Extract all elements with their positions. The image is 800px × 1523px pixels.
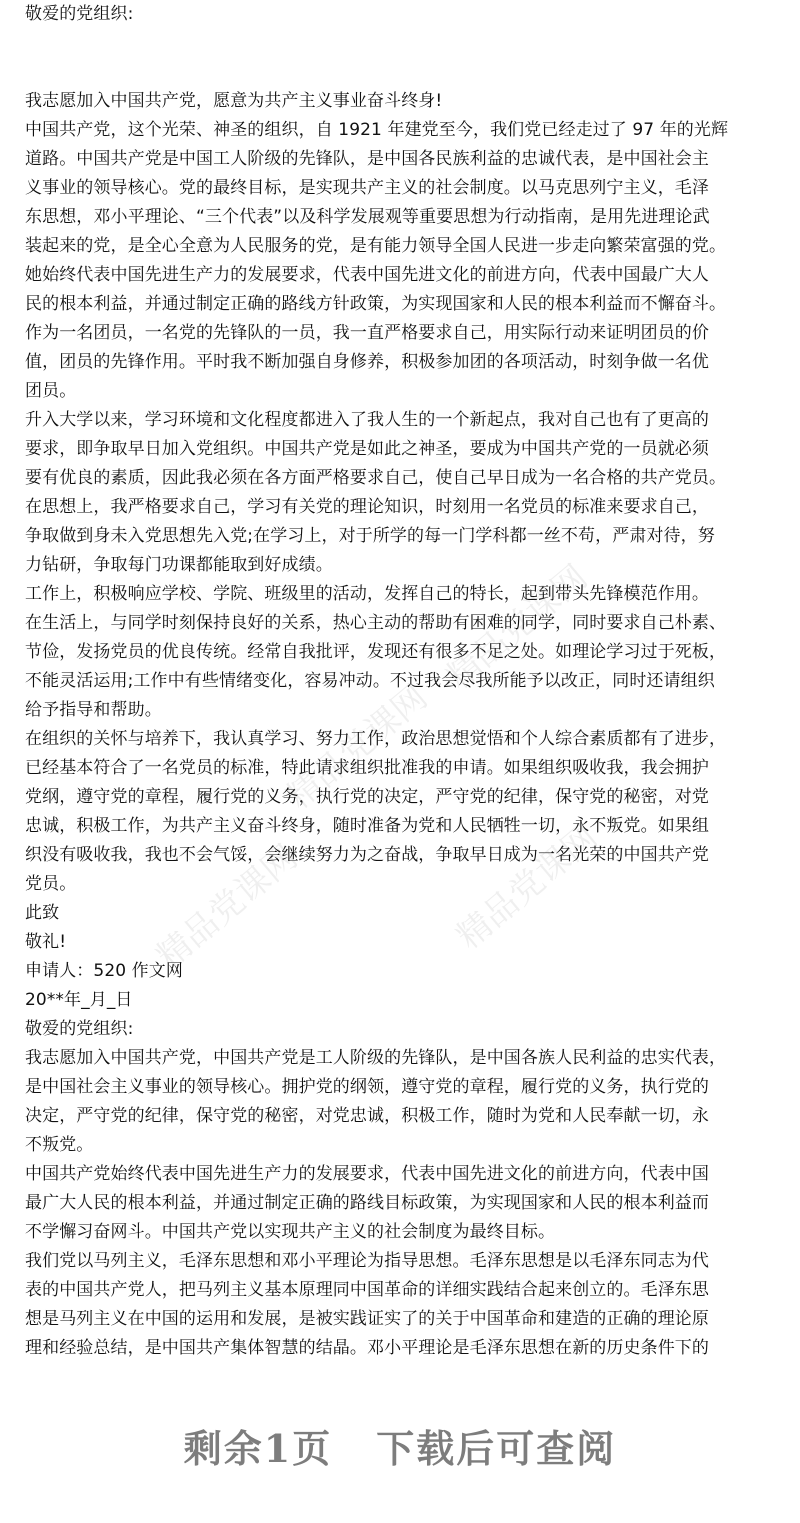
letter-1-line: 此致 <box>25 903 60 923</box>
letter-1-line: 升入大学以来，学习环境和文化程度都进入了我人生的一个新起点，我对自己也有了更高的 <box>25 410 709 430</box>
letter-1 <box>25 87 780 1015</box>
letter-1-line: 在生活上，与同学时刻保持良好的关系，热心主动的帮助有困难的同学，同时要求自己朴素、 <box>25 613 727 633</box>
letter-1-line: 不能灵活运用;工作中有些情绪变化，容易冲动。不过我会尽我所能予以改正，同时还请组织 <box>25 671 715 691</box>
letter-2-line: 我志愿加入中国共产党，中国共产党是工人阶级的先锋队，是中国各族人民利益的忠实代表， <box>25 1048 727 1068</box>
letter-1-line: 节俭，发扬党员的优良传统。经常自我批评，发现还有很多不足之处。如理论学习过于死板， <box>25 642 727 662</box>
letter-1-line: 民的根本利益，并通过制定正确的路线方针政策，为实现国家和人民的根本利益而不懈奋斗。 <box>25 294 727 314</box>
letter-1-line: 值，团员的先锋作用。平时我不断加强自身修养，积极参加团的各项活动，时刻争做一名优 <box>25 352 709 372</box>
document-body <box>25 0 780 1363</box>
salutation-2: 敬爱的党组织: <box>25 1019 134 1039</box>
letter-1-line: 在思想上，我严格要求自己，学习有关党的理论知识，时刻用一名党员的标准来要求自己， <box>25 497 709 517</box>
letter-1-line: 申请人：520 作文网 <box>25 961 183 981</box>
letter-2 <box>25 1044 780 1363</box>
letter-1-line: 织没有吸收我，我也不会气馁，会继续努力为之奋战，争取早日成为一名光荣的中国共产党 <box>25 845 709 865</box>
letter-1-line: 作为一名团员，一名党的先锋队的一员，我一直严格要求自己，用实际行动来证明团员的价 <box>25 323 709 343</box>
letter-2-line: 理和经验总结，是中国共产集体智慧的结晶。邓小平理论是毛泽东思想在新的历史条件下的 <box>25 1338 709 1358</box>
letter-1-line: 力钻研，争取每门功课都能取到好成绩。 <box>25 555 333 575</box>
letter-1-line: 给予指导和帮助。 <box>25 700 162 720</box>
letter-2-line: 最广大人民的根本利益，并通过制定正确的路线目标政策，为实现国家和人民的根本利益而 <box>25 1193 709 1213</box>
letter-1-line: 党纲，遵守党的章程，履行党的义务，执行党的决定，严守党的纪律，保守党的秘密，对党 <box>25 787 709 807</box>
letter-1-line: 已经基本符合了一名党员的标准，特此请求组织批准我的申请。如果组织吸收我，我会拥护 <box>25 758 709 778</box>
letter-1-line: 忠诚，积极工作，为共产主义奋斗终身，随时准备为党和人民牺牲一切，永不叛党。如果组 <box>25 816 709 836</box>
letter-1-line: 义事业的领导核心。党的最终目标，是实现共产主义的社会制度。以马克思列宁主义，毛泽 <box>25 178 709 198</box>
letter-1-line: 中国共产党，这个光荣、神圣的组织，自 1921 年建党至今，我们党已经走过了 97 年的光辉 <box>25 120 729 140</box>
letter-1-line: 敬礼! <box>25 932 67 952</box>
letter-2-line: 中国共产党始终代表中国先进生产力的发展要求，代表中国先进文化的前进方向，代表中国 <box>25 1164 709 1184</box>
letter-2-line: 决定，严守党的纪律，保守党的秘密，对党忠诚，积极工作，随时为党和人民奉献一切，永 <box>25 1106 709 1126</box>
letter-1-line: 要求，即争取早日加入党组织。中国共产党是如此之神圣，要成为中国共产党的一员就必须 <box>25 439 709 459</box>
letter-1-line: 在组织的关怀与培养下，我认真学习、努力工作，政治思想觉悟和个人综合素质都有了进步， <box>25 729 727 749</box>
letter-2-line: 表的中国共产党人，把马列主义基本原理同中国革命的详细实践结合起来创立的。毛泽东思 <box>25 1280 709 1300</box>
letter-1-line: 要有优良的素质，因此我必须在各方面严格要求自己，使自己早日成为一名合格的共产党员。 <box>25 468 727 488</box>
watermark-text: 精品党课网 <box>439 557 596 698</box>
blank-gap <box>25 29 780 87</box>
letter-2-line: 是中国社会主义事业的领导核心。拥护党的纲领，遵守党的章程，履行党的义务，执行党的 <box>25 1077 709 1097</box>
remaining-pages-label: 剩余1页 <box>183 1426 333 1471</box>
download-to-view-label: 下载后可查阅 <box>376 1426 617 1471</box>
watermark-text: 精品党课网 <box>149 837 306 978</box>
letter-1-line: 东思想，邓小平理论、“三个代表”以及科学发展观等重要思想为行动指南，是用先进理论武 <box>25 207 710 227</box>
letter-1-line: 工作上，积极响应学校、学院、班级里的活动，发挥自己的特长，起到带头先锋模范作用。 <box>25 584 709 604</box>
letter-1-line: 她始终代表中国先进生产力的发展要求，代表中国先进文化的前进方向，代表中国最广大人 <box>25 265 709 285</box>
letter-2-line: 不学懈习奋网斗。中国共产党以实现共产主义的社会制度为最终目标。 <box>25 1222 556 1242</box>
watermark-text: 精品党课网 <box>279 677 436 818</box>
letter-1-line: 党员。 <box>25 874 77 894</box>
download-prompt[interactable] <box>0 1410 800 1480</box>
letter-2-line: 想是马列主义在中国的运用和发展，是被实践证实了的关于中国革命和建造的正确的理论原 <box>25 1309 709 1329</box>
letter-1-line: 20**年_月_日 <box>25 990 133 1010</box>
letter-1-line: 我志愿加入中国共产党，愿意为共产主义事业奋斗终身! <box>25 91 443 111</box>
letter-2-line: 我们党以马列主义，毛泽东思想和邓小平理论为指导思想。毛泽东思想是以毛泽东同志为代 <box>25 1251 709 1271</box>
download-prompt-text[interactable] <box>184 1418 616 1473</box>
letter-1-line: 道路。中国共产党是中国工人阶级的先锋队，是中国各民族利益的忠诚代表，是中国社会主 <box>25 149 709 169</box>
salutation-1: 敬爱的党组织: <box>25 4 134 24</box>
letter-1-line: 团员。 <box>25 381 77 401</box>
letter-1-line: 装起来的党，是全心全意为人民服务的党，是有能力领导全国人民进一步走向繁荣富强的党。 <box>25 236 727 256</box>
watermark-text: 精品党课网 <box>449 817 606 958</box>
letter-2-line: 不叛党。 <box>25 1135 94 1155</box>
letter-1-line: 争取做到身未入党思想先入党;在学习上，对于所学的每一门学科都一丝不苟，严肃对待，努 <box>25 526 715 546</box>
